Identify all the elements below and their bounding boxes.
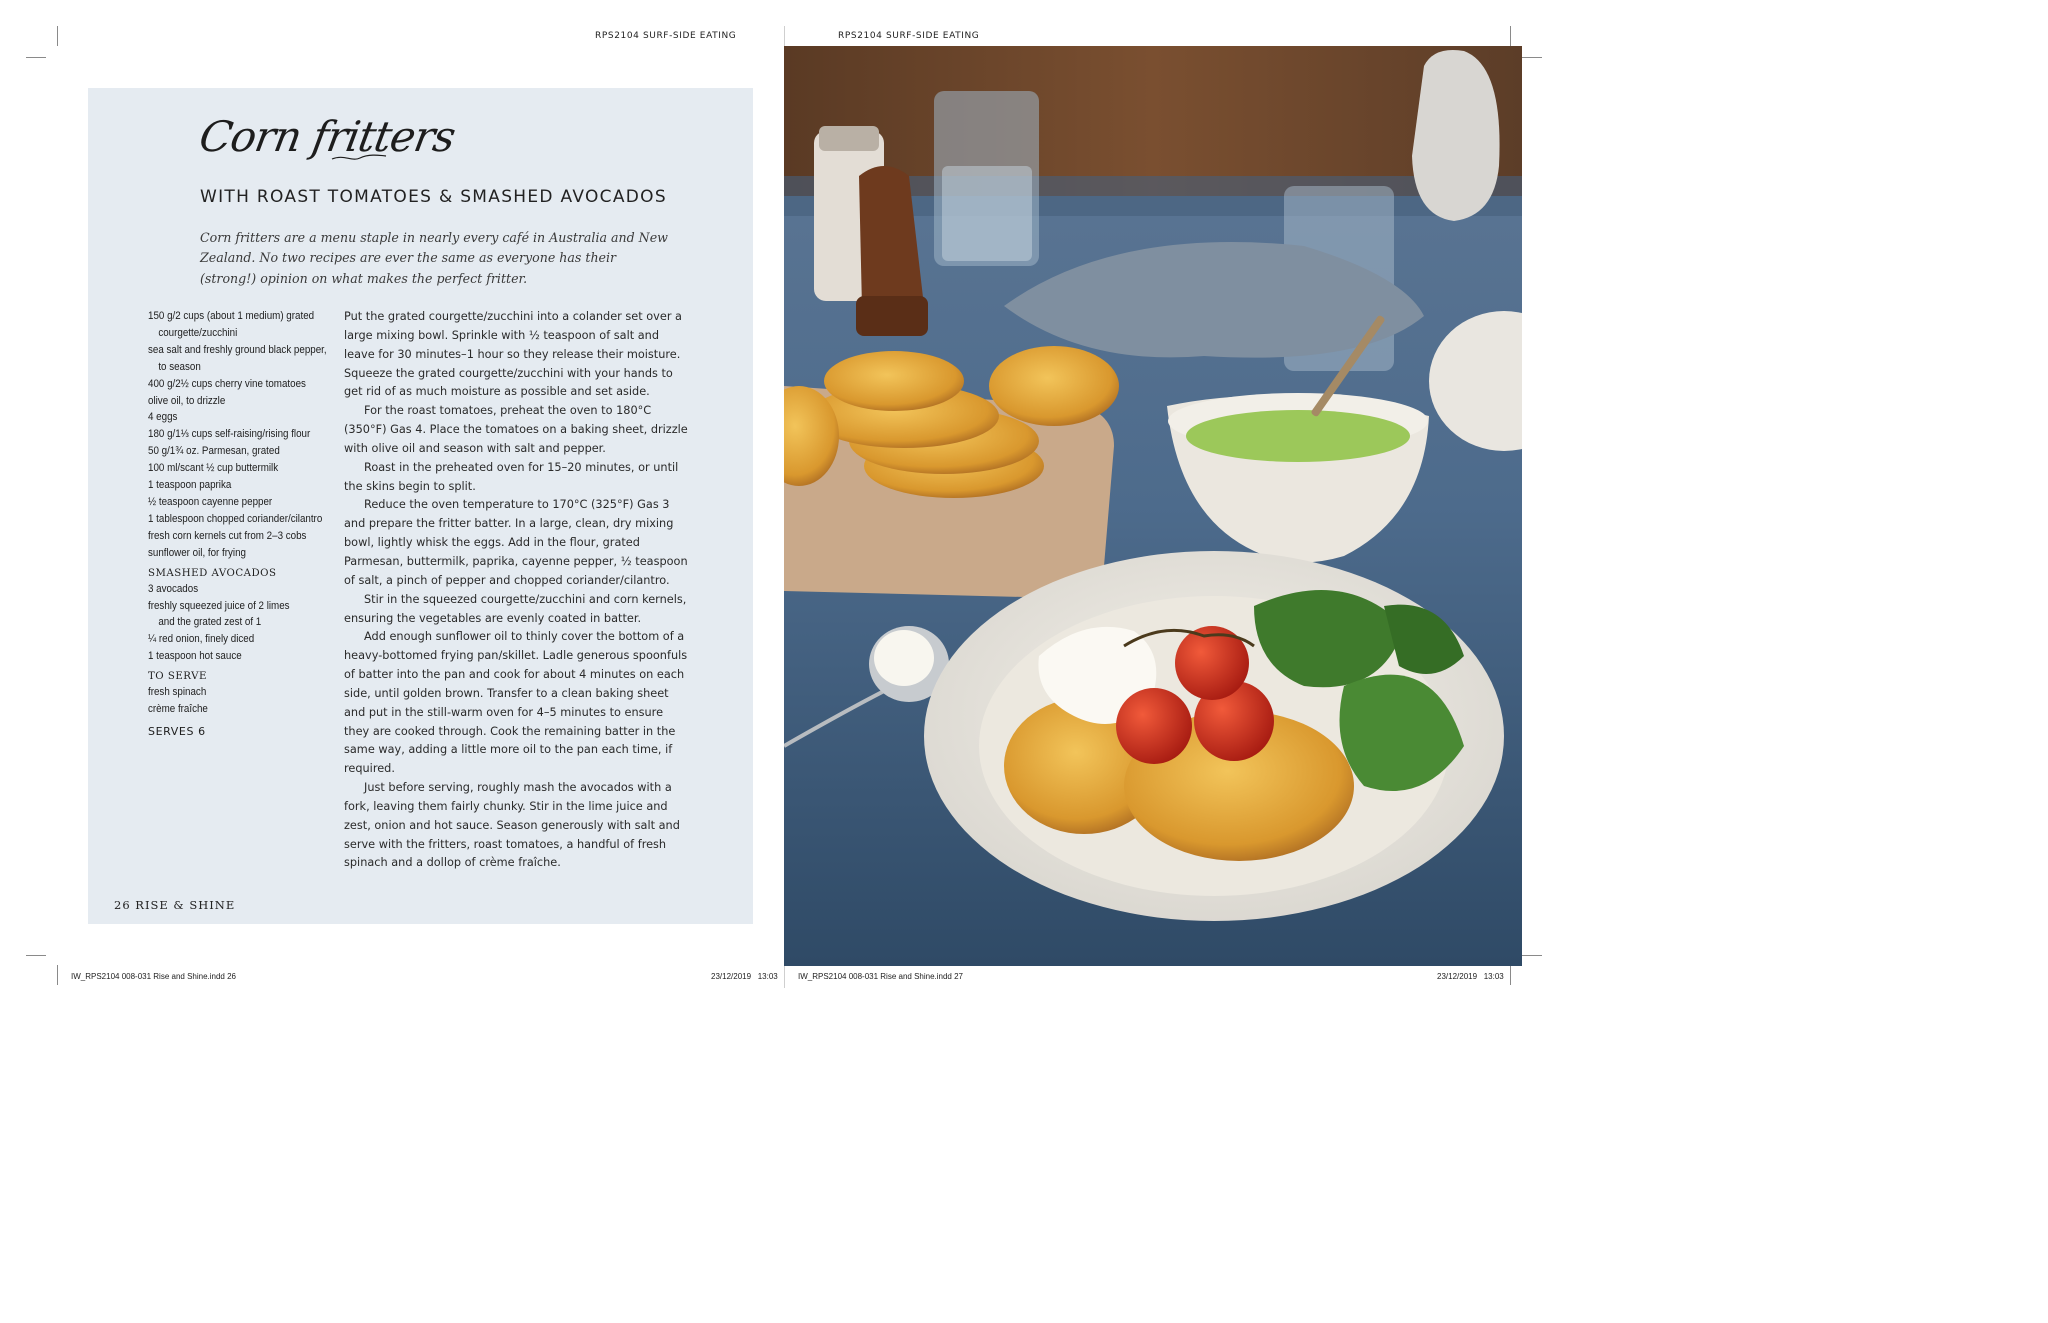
method-paragraph: Add enough sunflower oil to thinly cover the bottom of a heavy-bottomed frying pan/skillet. Ladle generous spoonfuls of batter into the pan and cook for about 4 minutes on each side, until golden brown. Transfer to a clean baking sheet and put in the still-warm oven for 4–5 minutes to ensure they are cooked through. Cook the remaining batter in the same way, adding a little more oil to the pan each time, if required. bbox=[344, 630, 688, 776]
ingredient-item bbox=[148, 648, 311, 665]
ingredient-item bbox=[148, 598, 311, 632]
food-photo-illustration bbox=[784, 46, 1522, 966]
ingredient-text: 150 g/2 cups (about 1 medium) grated bbox=[148, 310, 315, 322]
ingredient-text: 400 g/2½ cups cherry vine tomatoes bbox=[148, 377, 306, 390]
section-name: RISE & SHINE bbox=[135, 898, 236, 912]
ingredient-continuation: to season bbox=[158, 360, 201, 373]
ingredient-item bbox=[148, 545, 311, 562]
crop-mark bbox=[1522, 57, 1542, 58]
ingredient-item bbox=[148, 308, 315, 342]
crop-mark bbox=[57, 26, 58, 46]
ingredient-text: ¼ red onion, finely diced bbox=[148, 633, 255, 646]
ingredient-item bbox=[148, 581, 311, 598]
method-paragraph: Stir in the squeezed courgette/zucchini and corn kernels, ensuring the vegetables are evenly coated in batter. bbox=[344, 592, 687, 625]
ingredient-list bbox=[148, 308, 338, 562]
avocado-ingredient-list bbox=[148, 581, 338, 666]
ingredient-text: fresh spinach bbox=[148, 686, 207, 699]
method-paragraph: Just before serving, roughly mash the avocados with a fork, leaving them fairly chunky. Stir in the lime juice and zest, onion and hot sauce. Season generously with salt and serve with the fritters, roast tomatoes, a handful of fresh spinach and a dollop of crème fraîche. bbox=[344, 781, 680, 870]
ingredient-item bbox=[148, 477, 311, 494]
serve-heading: TO SERVE bbox=[148, 671, 207, 683]
ingredient-text: 1 teaspoon paprika bbox=[148, 479, 232, 492]
ingredient-text: freshly squeezed juice of 2 limes bbox=[148, 599, 290, 612]
right-slug-date: 23/12/2019 13:03 bbox=[1437, 972, 1504, 981]
ingredient-item bbox=[148, 684, 311, 701]
ingredient-text: fresh corn kernels cut from 2–3 cobs bbox=[148, 529, 307, 542]
ingredient-item bbox=[148, 393, 311, 410]
ingredient-item bbox=[148, 409, 311, 426]
crop-mark bbox=[1522, 955, 1542, 956]
ingredient-text: sea salt and freshly ground black pepper, bbox=[148, 343, 327, 356]
ingredient-item bbox=[148, 426, 311, 443]
ingredient-continuation: and the grated zest of 1 bbox=[158, 616, 262, 629]
ingredient-text: crème fraîche bbox=[148, 703, 208, 716]
crop-mark bbox=[26, 57, 46, 58]
ingredient-item bbox=[148, 460, 311, 477]
ingredient-text: 180 g/1⅓ cups self-raising/rising flour bbox=[148, 428, 311, 441]
avocado-heading: SMASHED AVOCADOS bbox=[148, 567, 277, 579]
ingredient-item bbox=[148, 376, 311, 393]
ingredient-text: 1 teaspoon hot sauce bbox=[148, 650, 242, 663]
method-paragraph: Roast in the preheated oven for 15–20 minutes, or until the skins begin to split. bbox=[344, 460, 679, 493]
food-photo bbox=[784, 46, 1522, 966]
ingredient-text: 100 ml/scant ½ cup buttermilk bbox=[148, 462, 279, 475]
ingredient-item bbox=[148, 511, 323, 528]
crop-mark bbox=[1510, 965, 1511, 985]
recipe-title: Corn fritters bbox=[195, 112, 459, 161]
serves-count: SERVES 6 bbox=[148, 724, 206, 738]
crop-mark bbox=[1510, 26, 1511, 46]
recipe-intro: Corn fritters are a menu staple in nearly every café in Australia and New Zealand. No two recipes are ever the same as everyone has their (strong!) opinion on what makes the perfect fritter. bbox=[200, 230, 668, 286]
ingredient-item bbox=[148, 443, 311, 460]
method-text bbox=[344, 308, 690, 873]
crop-mark bbox=[26, 955, 46, 956]
method-paragraph: Put the grated courgette/zucchini into a colander set over a large mixing bowl. Sprinkle with ½ teaspoon of salt and leave for 30 minutes–1 hour so they release their moisture. Squeeze the grated courgette/zucchini with your hands to get rid of as much moisture as possible and set aside. bbox=[344, 310, 682, 399]
serve-ingredient-list bbox=[148, 684, 338, 718]
crop-mark bbox=[57, 965, 58, 985]
ingredient-text: 50 g/1¾ oz. Parmesan, grated bbox=[148, 445, 280, 458]
page-number: 26 bbox=[114, 898, 131, 912]
right-slug-file: IW_RPS2104 008-031 Rise and Shine.indd 27 bbox=[798, 972, 963, 981]
ingredient-item bbox=[148, 631, 311, 648]
ingredient-item bbox=[148, 528, 311, 545]
ingredient-text: 4 eggs bbox=[148, 411, 178, 424]
ingredient-text: sunflower oil, for frying bbox=[148, 546, 246, 559]
title-flourish bbox=[330, 150, 390, 164]
ingredients-column bbox=[148, 308, 338, 738]
method-paragraph: For the roast tomatoes, preheat the oven to 180°C (350°F) Gas 4. Place the tomatoes on a baking sheet, drizzle with olive oil and season with salt and pepper. bbox=[344, 404, 688, 455]
ingredient-text: 3 avocados bbox=[148, 582, 199, 595]
recipe-subtitle: WITH ROAST TOMATOES & SMASHED AVOCADOS bbox=[200, 187, 667, 207]
left-slug-file: IW_RPS2104 008-031 Rise and Shine.indd 26 bbox=[71, 972, 236, 981]
left-running-header: RPS2104 SURF-SIDE EATING bbox=[595, 31, 737, 41]
ingredient-item bbox=[148, 494, 311, 511]
ingredient-text: ½ teaspoon cayenne pepper bbox=[148, 495, 273, 508]
ingredient-text: olive oil, to drizzle bbox=[148, 394, 226, 407]
folio bbox=[114, 898, 235, 912]
ingredient-text: 1 tablespoon chopped coriander/cilantro bbox=[148, 512, 323, 525]
ingredient-item bbox=[148, 342, 327, 376]
left-slug-date: 23/12/2019 13:03 bbox=[711, 972, 778, 981]
ingredient-item bbox=[148, 701, 311, 718]
right-running-header: RPS2104 SURF-SIDE EATING bbox=[838, 31, 980, 41]
method-paragraph: Reduce the oven temperature to 170°C (325°F) Gas 3 and prepare the fritter batter. In a large, clean, dry mixing bowl, lightly whisk the eggs. Add in the flour, grated Parmesan, buttermilk, paprika, cayenne pepper, ½ teaspoon of salt, a pinch of pepper and chopped coriander/cilantro. bbox=[344, 498, 688, 587]
ingredient-continuation: courgette/zucchini bbox=[158, 326, 238, 339]
